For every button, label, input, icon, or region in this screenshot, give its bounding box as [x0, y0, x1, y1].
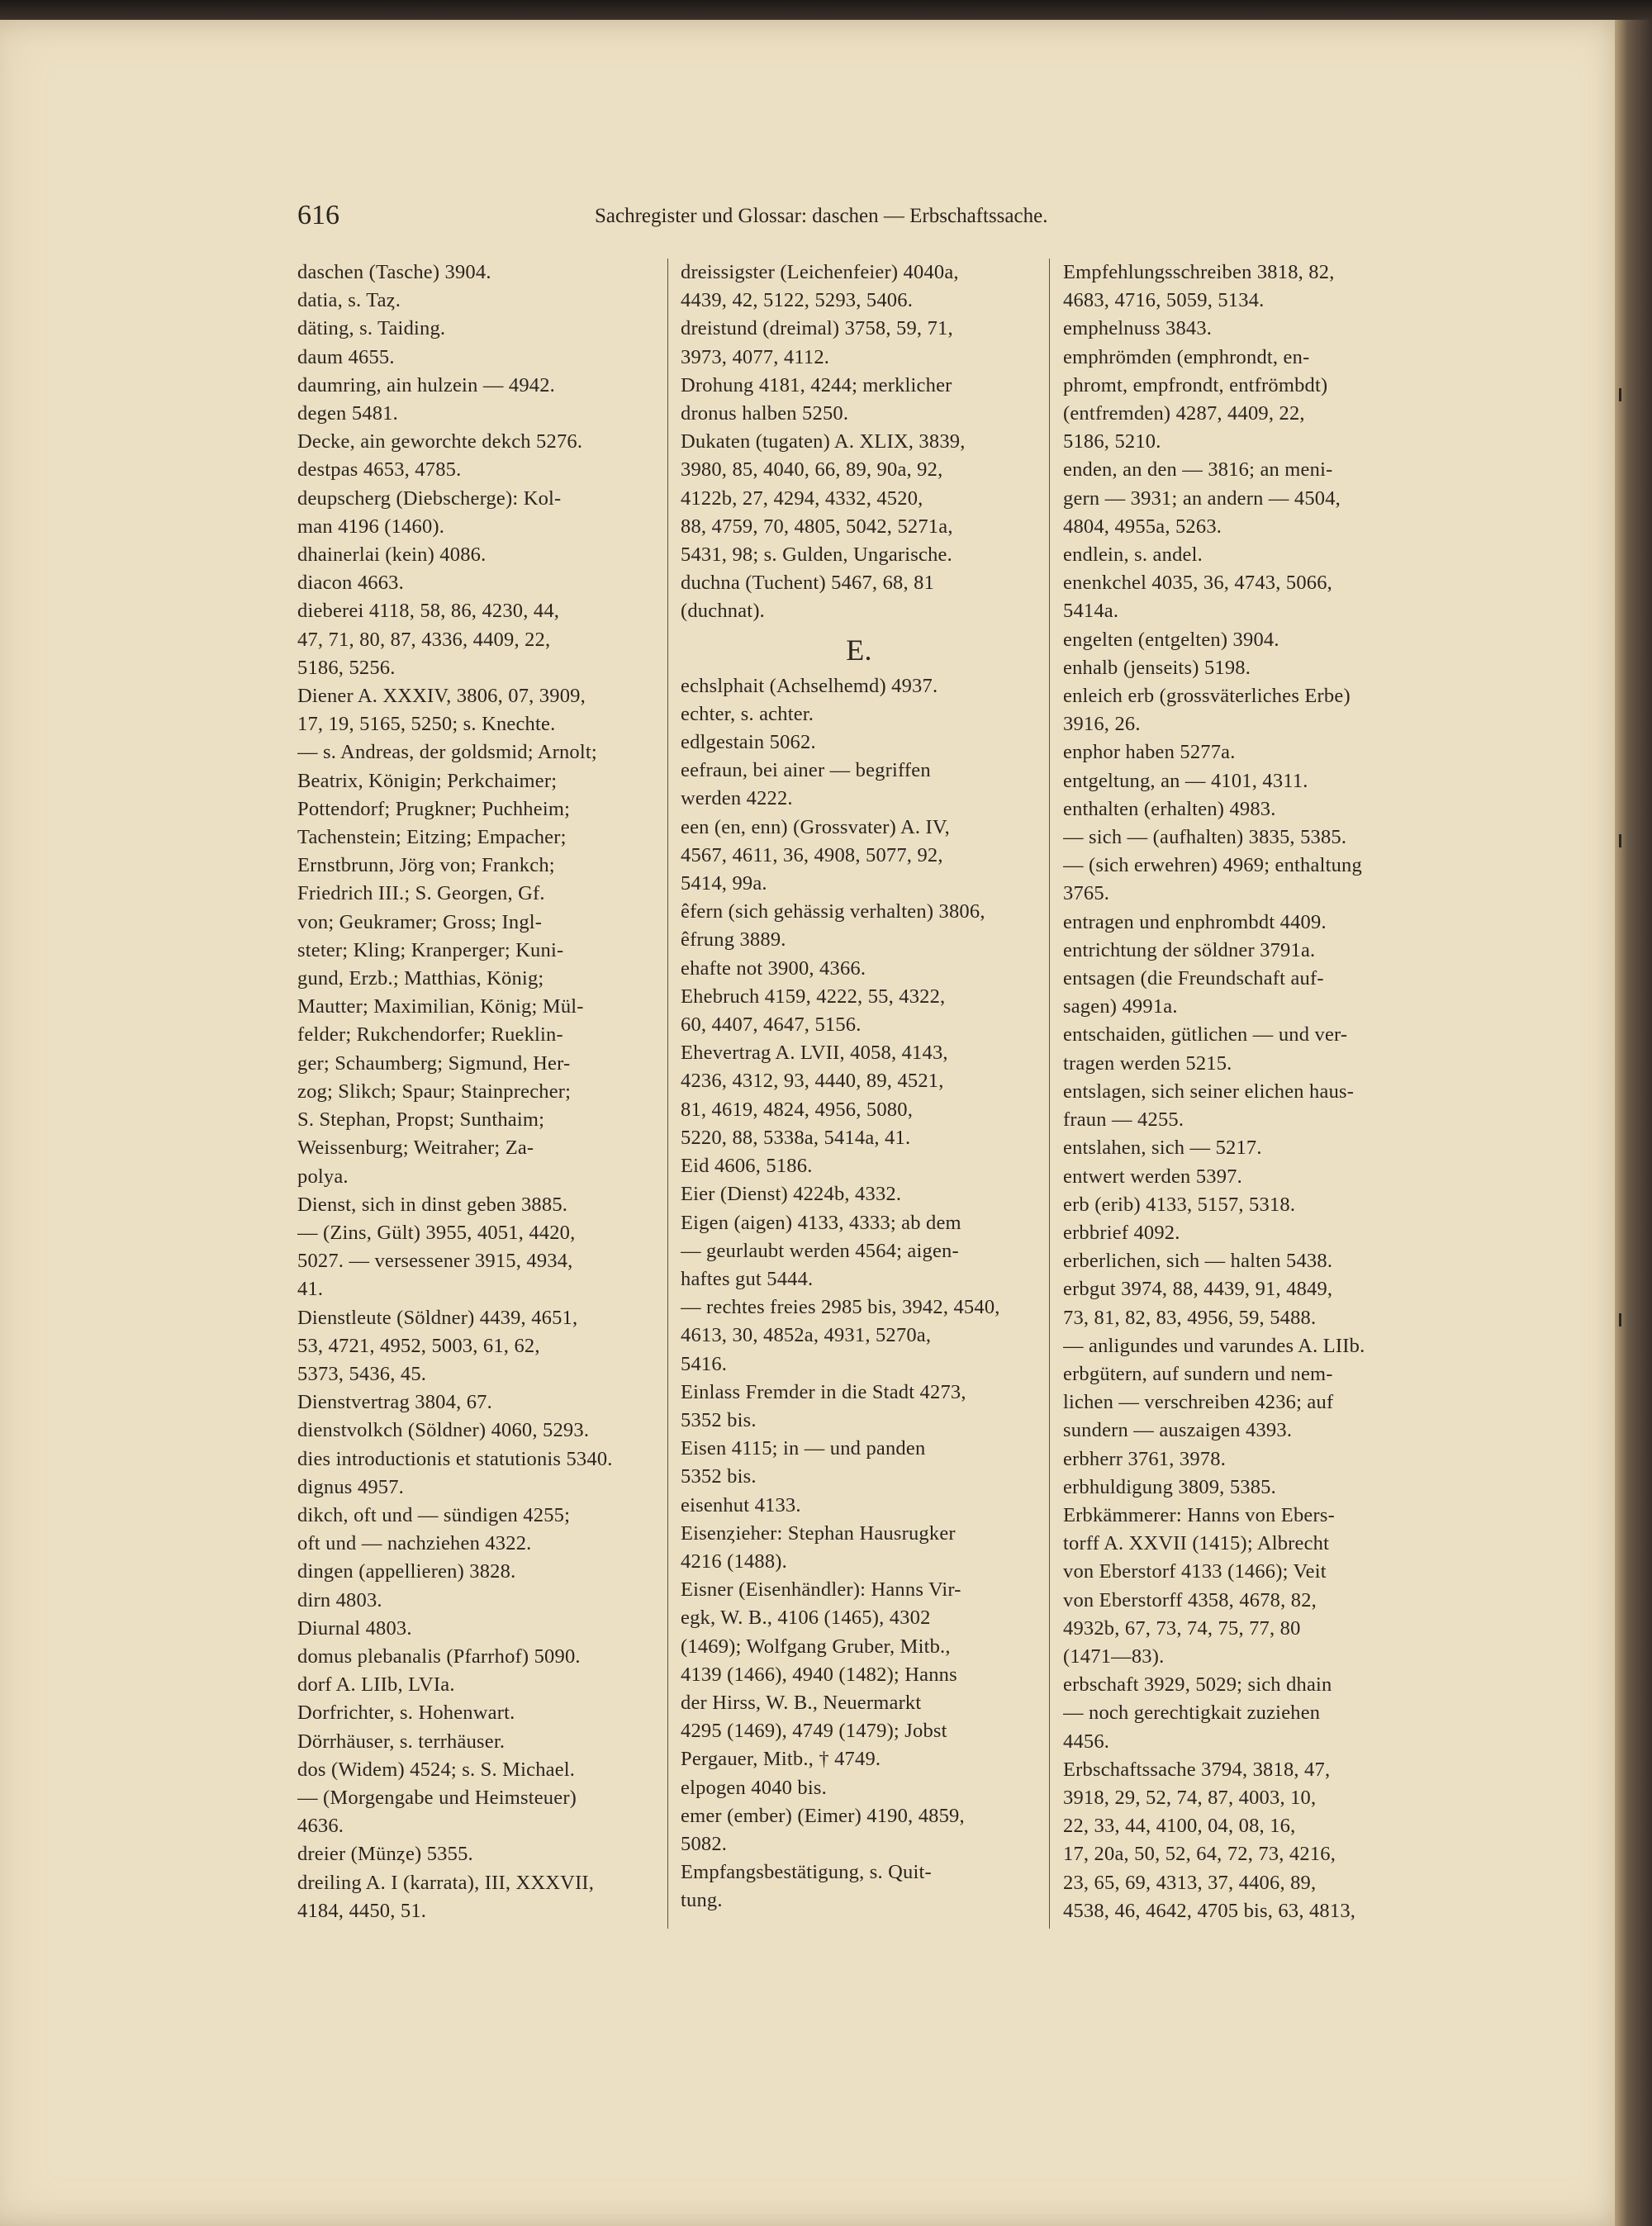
index-line: — (sich erwehren) 4969; enthaltung: [1063, 854, 1362, 877]
index-line: tragen werden 5215.: [1063, 1051, 1232, 1075]
index-line: 5186, 5210.: [1063, 430, 1161, 453]
index-line: Eigen (aigen) 4133, 4333; ab dem: [681, 1211, 961, 1234]
index-line: erbgut 3974, 88, 4439, 91, 4849,: [1063, 1278, 1333, 1301]
index-line: 4932b, 67, 73, 74, 75, 77, 80: [1063, 1616, 1301, 1640]
index-line: Ehebruch 4159, 4222, 55, 4322,: [681, 985, 946, 1008]
index-line: — (Morgengabe und Heimsteuer): [297, 1786, 577, 1809]
index-line: ger; Schaumberg; Sigmund, Her-: [297, 1051, 571, 1075]
index-line: entsagen (die Freundschaft auf-: [1063, 967, 1324, 990]
index-line: enden, an den — 3816; an meni-: [1063, 458, 1333, 482]
index-line: 4439, 42, 5122, 5293, 5406.: [681, 289, 914, 312]
index-line: — anligundes und varundes A. LIIb.: [1063, 1334, 1365, 1357]
index-line: Mautter; Maximilian, König; Mül-: [297, 995, 584, 1018]
index-line: dreiling A. I (karrata), III, XXXVII,: [297, 1871, 595, 1894]
index-line: — s. Andreas, der goldsmid; Arnolt;: [297, 741, 597, 764]
margin-marks: [1619, 388, 1627, 1627]
index-line: Friedrich III.; S. Georgen, Gf.: [297, 882, 545, 905]
index-line: fraun — 4255.: [1063, 1108, 1184, 1132]
index-line: dos (Widem) 4524; s. S. Michael.: [297, 1758, 576, 1781]
index-line: daum 4655.: [297, 345, 395, 368]
column-divider: [667, 259, 668, 1929]
index-line: dreistund (dreimal) 3758, 59, 71,: [681, 317, 953, 340]
index-line: man 4196 (1460).: [297, 515, 445, 538]
index-line: dies introductionis et statutionis 5340.: [297, 1447, 613, 1470]
index-line: werden 4222.: [681, 787, 793, 810]
index-line: daschen (Tasche) 3904.: [297, 261, 491, 283]
index-line: ehafte not 3900, 4366.: [681, 956, 866, 980]
index-line: dorf A. LIIb, LVIa.: [297, 1673, 455, 1697]
index-line: enhalb (jenseits) 5198.: [1063, 656, 1251, 679]
index-line: duchna (Tuchent) 5467, 68, 81: [681, 572, 935, 595]
index-line: 4216 (1488).: [681, 1550, 787, 1573]
index-line: — noch gerechtigkait zuziehen: [1063, 1702, 1321, 1725]
index-line: felder; Rukchendorfer; Rueklin-: [297, 1023, 563, 1047]
index-line: 5082.: [681, 1832, 728, 1855]
index-line: entslagen, sich seiner elichen haus-: [1063, 1080, 1355, 1103]
index-line: erbherr 3761, 3978.: [1063, 1447, 1227, 1470]
index-line: der Hirss, W. B., Neuermarkt: [681, 1691, 922, 1714]
running-title: Sachregister und Glossar: daschen — Erbschaftssache.: [595, 205, 1048, 227]
index-line: diacon 4663.: [297, 572, 404, 595]
index-line: von Eberstorf 4133 (1466); Veit: [1063, 1560, 1327, 1583]
index-line: dreissigster (Leichenfeier) 4040a,: [681, 261, 959, 283]
index-line: Dienstleute (Söldner) 4439, 4651,: [297, 1306, 578, 1329]
index-line: egk, W. B., 4106 (1465), 4302: [681, 1607, 931, 1630]
index-line: 4567, 4611, 36, 4908, 5077, 92,: [681, 843, 943, 866]
index-line: entrichtung der söldner 3791a.: [1063, 938, 1316, 961]
index-line: endlein, s. andel.: [1063, 543, 1203, 567]
index-line: dieberei 4118, 58, 86, 4230, 44,: [297, 600, 560, 623]
index-line: Ernstbrunn, Jörg von; Frankch;: [297, 854, 555, 877]
index-line: 3973, 4077, 4112.: [681, 345, 830, 368]
index-line: enphor haben 5277a.: [1063, 741, 1236, 764]
index-line: entwert werden 5397.: [1063, 1165, 1242, 1188]
index-line: entragen und enphrombdt 4409.: [1063, 910, 1327, 933]
index-line: 4683, 4716, 5059, 5134.: [1063, 289, 1265, 312]
index-line: emphrömden (emphrondt, en-: [1063, 345, 1310, 368]
index-line: 4184, 4450, 51.: [297, 1899, 427, 1922]
index-line: echslphait (Achselhemd) 4937.: [681, 674, 938, 697]
index-line: Dienstvertrag 3804, 67.: [297, 1391, 492, 1414]
index-line: engelten (entgelten) 3904.: [1063, 628, 1279, 651]
index-line: 17, 20a, 50, 52, 64, 72, 73, 4216,: [1063, 1843, 1336, 1866]
index-line: 4122b, 27, 4294, 4332, 4520,: [681, 486, 923, 510]
index-line: 60, 4407, 4647, 5156.: [681, 1013, 862, 1037]
index-line: 4295 (1469), 4749 (1479); Jobst: [681, 1720, 947, 1743]
index-line: (duchnat).: [681, 600, 765, 623]
index-line: Empfangsbestätigung, s. Quit-: [681, 1861, 932, 1884]
index-line: Beatrix, Königin; Perkchaimer;: [297, 769, 558, 792]
index-line: echter, s. achter.: [681, 702, 814, 725]
index-line: — geurlaubt werden 4564; aigen-: [681, 1239, 959, 1262]
index-line: Eisenȥieher: Stephan Hausrugker: [681, 1521, 956, 1545]
index-line: eisenhut 4133.: [681, 1493, 801, 1516]
index-line: 4456.: [1063, 1730, 1110, 1753]
index-line: 17, 19, 5165, 5250; s. Knechte.: [297, 713, 556, 736]
index-line: lichen — verschreiben 4236; auf: [1063, 1391, 1334, 1414]
index-line: haftes gut 5444.: [681, 1267, 814, 1290]
index-line: erberlichen, sich — halten 5438.: [1063, 1250, 1333, 1273]
index-line: Pottendorf; Prugkner; Puchheim;: [297, 797, 571, 820]
index-line: S. Stephan, Propst; Sunthaim;: [297, 1108, 545, 1132]
index-line: emer (ember) (Eimer) 4190, 4859,: [681, 1804, 965, 1827]
index-column-2: [681, 259, 1037, 1915]
index-line: Drohung 4181, 4244; merklicher: [681, 373, 952, 396]
index-line: êfern (sich gehässig verhalten) 3806,: [681, 900, 985, 923]
index-line: phromt, empfrondt, entfrömbdt): [1063, 373, 1328, 396]
index-line: 3765.: [1063, 882, 1110, 905]
index-line: erbbrief 4092.: [1063, 1221, 1180, 1244]
index-line: tung.: [681, 1889, 723, 1912]
index-line: 4236, 4312, 93, 4440, 89, 4521,: [681, 1070, 944, 1093]
index-line: dreier (Münȥe) 5355.: [297, 1843, 473, 1866]
index-line: Dienst, sich in dinst geben 3885.: [297, 1193, 568, 1216]
index-line: von Eberstorff 4358, 4678, 82,: [1063, 1588, 1317, 1611]
index-line: 4538, 46, 4642, 4705 bis, 63, 4813,: [1063, 1899, 1356, 1922]
index-line: Eid 4606, 5186.: [681, 1155, 813, 1178]
index-line: 41.: [297, 1278, 324, 1301]
index-line: 3916, 26.: [1063, 713, 1141, 736]
index-line: 5414, 99a.: [681, 872, 767, 895]
index-line: erbhuldigung 3809, 5385.: [1063, 1475, 1276, 1498]
index-line: 53, 4721, 4952, 5003, 61, 62,: [297, 1334, 540, 1357]
page-top-edge: [0, 0, 1652, 21]
index-line: 5220, 88, 5338a, 5414a, 41.: [681, 1126, 911, 1149]
index-line: Diener A. XXXIV, 3806, 07, 3909,: [297, 685, 586, 708]
index-line: gern — 3931; an andern — 4504,: [1063, 486, 1341, 510]
index-line: degen 5481.: [297, 402, 398, 425]
index-line: dingen (appellieren) 3828.: [297, 1560, 516, 1583]
index-line: (1471—83).: [1063, 1645, 1165, 1668]
index-line: Erbkämmerer: Hanns von Ebers-: [1063, 1503, 1335, 1526]
index-line: (entfremden) 4287, 4409, 22,: [1063, 402, 1305, 425]
index-line: polya.: [297, 1165, 349, 1188]
index-line: däting, s. Taiding.: [297, 317, 446, 340]
index-line: — (Zins, Gült) 3955, 4051, 4420,: [297, 1221, 576, 1244]
index-line: 73, 81, 82, 83, 4956, 59, 5488.: [1063, 1306, 1317, 1329]
index-line: 4613, 30, 4852a, 4931, 5270a,: [681, 1324, 932, 1347]
index-line: 47, 71, 80, 87, 4336, 4409, 22,: [297, 628, 551, 651]
index-line: 22, 33, 44, 4100, 04, 08, 16,: [1063, 1815, 1296, 1838]
index-line: — sich — (aufhalten) 3835, 5385.: [1063, 826, 1347, 849]
index-line: gund, Erzb.; Matthias, König;: [297, 967, 544, 990]
index-line: erb (erib) 4133, 5157, 5318.: [1063, 1193, 1296, 1216]
index-line: oft und — nachziehen 4322.: [297, 1532, 532, 1555]
index-line: von; Geukramer; Gross; Ingl-: [297, 910, 543, 933]
index-line: steter; Kling; Kranperger; Kuni-: [297, 938, 564, 961]
index-line: Pergauer, Mitb., † 4749.: [681, 1748, 881, 1771]
index-line: 81, 4619, 4824, 4956, 5080,: [681, 1098, 914, 1121]
index-line: 5416.: [681, 1352, 728, 1375]
column-divider: [1049, 259, 1050, 1929]
index-line: (1469); Wolfgang Gruber, Mitb.,: [681, 1635, 951, 1658]
index-line: dirn 4803.: [297, 1588, 382, 1611]
index-line: erbgütern, auf sundern und nem-: [1063, 1362, 1333, 1385]
index-line: dignus 4957.: [297, 1475, 404, 1498]
index-line: Einlass Fremder in die Stadt 4273,: [681, 1380, 966, 1403]
section-letter: E.: [846, 633, 872, 667]
index-line: Eisen 4115; in — und panden: [681, 1437, 926, 1460]
index-line: een (en, enn) (Grossvater) A. IV,: [681, 815, 950, 838]
index-line: eefraun, bei ainer — begriffen: [681, 759, 931, 782]
index-line: 4636.: [297, 1815, 344, 1838]
index-line: êfrung 3889.: [681, 928, 786, 952]
index-line: entschaiden, gütlichen — und ver-: [1063, 1023, 1348, 1047]
index-line: dhainerlai (kein) 4086.: [297, 543, 487, 567]
index-line: Eier (Dienst) 4224b, 4332.: [681, 1183, 902, 1206]
index-line: entgeltung, an — 4101, 4311.: [1063, 769, 1308, 792]
index-line: 23, 65, 69, 4313, 37, 4406, 89,: [1063, 1871, 1317, 1894]
index-line: Decke, ain geworchte dekch 5276.: [297, 430, 583, 453]
index-line: zog; Slikch; Spaur; Stainprecher;: [297, 1080, 572, 1103]
index-line: elpogen 4040 bis.: [681, 1776, 827, 1799]
index-line: 5352 bis.: [681, 1465, 757, 1488]
index-line: Empfehlungsschreiben 3818, 82,: [1063, 261, 1335, 283]
index-line: 5186, 5256.: [297, 656, 396, 679]
index-line: 88, 4759, 70, 4805, 5042, 5271a,: [681, 515, 953, 538]
index-column-3: [1063, 259, 1424, 1925]
index-line: entslahen, sich — 5217.: [1063, 1137, 1262, 1160]
index-line: 5352 bis.: [681, 1408, 757, 1431]
index-line: sagen) 4991a.: [1063, 995, 1178, 1018]
index-line: daumring, ain hulzein — 4942.: [297, 373, 555, 396]
index-line: Dorfrichter, s. Hohenwart.: [297, 1702, 515, 1725]
index-line: Ehevertrag A. LVII, 4058, 4143,: [681, 1042, 948, 1065]
index-line: domus plebanalis (Pfarrhof) 5090.: [297, 1645, 581, 1668]
index-line: 5414a.: [1063, 600, 1119, 623]
index-line: deupscherg (Diebscherge): Kol-: [297, 486, 562, 510]
index-line: 4804, 4955a, 5263.: [1063, 515, 1222, 538]
index-line: 5027. — versessener 3915, 4934,: [297, 1250, 573, 1273]
page-number: 616: [297, 200, 339, 230]
index-line: dikch, oft und — sündigen 4255;: [297, 1503, 571, 1526]
index-line: Eisner (Eisenhändler): Hanns Vir-: [681, 1578, 961, 1602]
index-line: 5373, 5436, 45.: [297, 1362, 427, 1385]
index-line: destpas 4653, 4785.: [297, 458, 462, 482]
index-line: Weissenburg; Weitraher; Za-: [297, 1137, 534, 1160]
index-line: 4139 (1466), 4940 (1482); Hanns: [681, 1663, 957, 1686]
index-line: datia, s. Taȥ.: [297, 289, 401, 312]
index-line: Dukaten (tugaten) A. XLIX, 3839,: [681, 430, 966, 453]
index-line: Tachenstein; Eitzing; Empacher;: [297, 826, 567, 849]
index-line: erbschaft 3929, 5029; sich dhain: [1063, 1673, 1332, 1697]
index-line: dronus halben 5250.: [681, 402, 849, 425]
index-line: enenkchel 4035, 36, 4743, 5066,: [1063, 572, 1333, 595]
index-column-1: [297, 259, 654, 1925]
index-line: dienstvolkch (Söldner) 4060, 5293.: [297, 1419, 590, 1442]
index-line: sundern — auszaigen 4393.: [1063, 1419, 1293, 1442]
index-line: — rechtes freies 2985 bis, 3942, 4540,: [681, 1296, 1000, 1319]
index-line: enleich erb (grossväterliches Erbe): [1063, 685, 1351, 708]
index-line: torff A. XXVII (1415); Albrecht: [1063, 1532, 1330, 1555]
page-header: [297, 200, 1437, 233]
index-line: Erbschaftssache 3794, 3818, 47,: [1063, 1758, 1331, 1781]
index-line: Dörrhäuser, s. terrhäuser.: [297, 1730, 506, 1753]
index-line: 3918, 29, 52, 74, 87, 4003, 10,: [1063, 1786, 1317, 1809]
index-line: 5431, 98; s. Gulden, Ungarische.: [681, 543, 952, 567]
index-line: emphelnuss 3843.: [1063, 317, 1213, 340]
index-line: edlgestain 5062.: [681, 731, 816, 754]
index-line: enthalten (erhalten) 4983.: [1063, 797, 1276, 820]
index-line: 3980, 85, 4040, 66, 89, 90a, 92,: [681, 458, 943, 482]
index-line: Diurnal 4803.: [297, 1616, 412, 1640]
